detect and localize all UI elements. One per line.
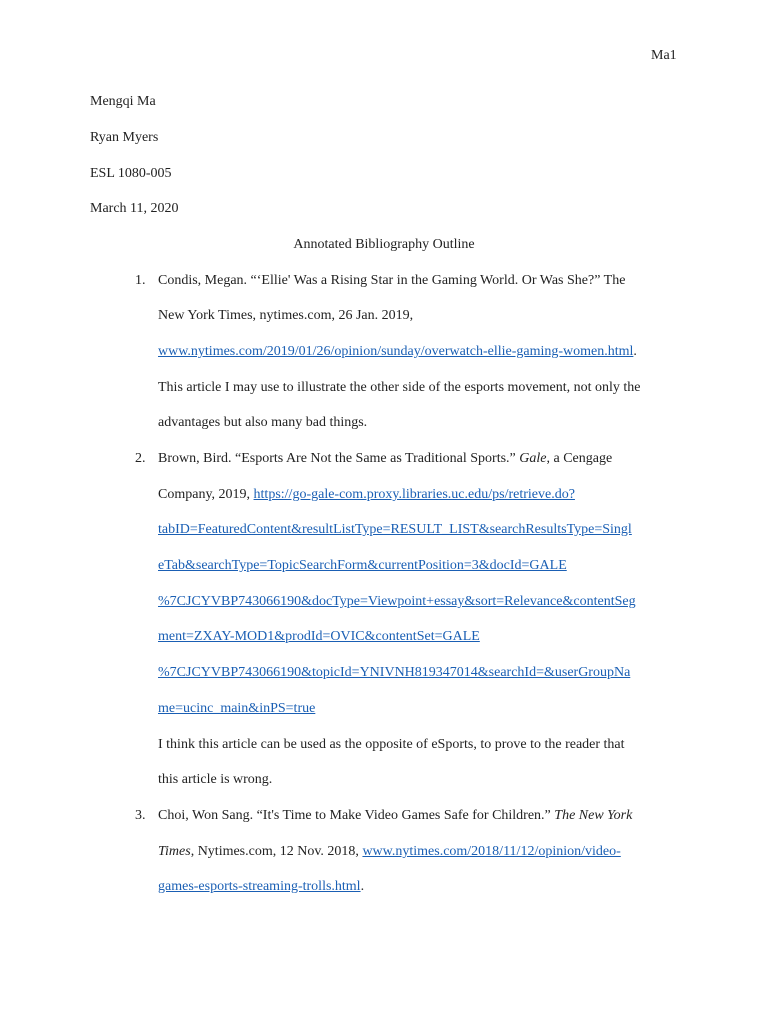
entry-citation [158,842,621,862]
citation-link[interactable]: tabID=FeaturedContent&resultListType=RESULT_LIST&searchResultsType=Singl [158,522,632,537]
entry-annotation: this article is wrong. [158,772,273,787]
url-suffix: . [633,344,637,359]
student-name: Mengqi Ma [90,94,156,109]
entry-url-line [158,877,364,897]
entry-url-line [158,627,480,647]
entry-url-line [158,520,632,540]
citation-text: Company, 2019, [158,487,251,502]
citation-link[interactable]: %7CJCYVBP743066190&docType=Viewpoint+essay&sort=Relevance&contentSeg [158,594,636,609]
citation-publication: The New York [554,808,633,823]
entry-url-line [158,556,567,576]
entry-annotation: This article I may use to illustrate the other side of the esports movement, not only the [158,380,641,395]
citation-link[interactable]: ment=ZXAY-MOD1&prodId=OVIC&contentSet=GALE [158,629,480,644]
entry-url-line [158,663,630,683]
entry-citation: New York Times, nytimes.com, 26 Jan. 2019, [158,308,414,323]
entry-citation [158,485,575,505]
citation-link[interactable]: www.nytimes.com/2018/11/12/opinion/video- [362,844,621,859]
citation-link[interactable]: eTab&searchType=TopicSearchForm&currentPosition=3&docId=GALE [158,558,567,573]
entry-url-line [158,699,315,719]
citation-text: , Nytimes.com, 12 Nov. 2018, [190,844,359,859]
url-suffix: . [360,879,365,894]
document-title: Annotated Bibliography Outline [293,237,475,252]
entry-number: 2. [135,451,146,466]
entry-citation: Condis, Megan. “‘Ellie' Was a Rising Star in the Gaming World. Or Was She?” The [158,273,626,288]
entry-url-line [158,342,637,362]
entry-annotation: advantages but also many bad things. [158,415,368,430]
entry-citation [158,449,612,469]
document-date: March 11, 2020 [90,201,179,216]
citation-link[interactable]: me=ucinc_main&inPS=true [158,701,316,716]
citation-link[interactable]: games-esports-streaming-trolls.html [158,879,361,894]
citation-link[interactable]: https://go-gale-com.proxy.libraries.uc.edu/ps/retrieve.do? [253,487,575,502]
citation-text: Brown, Bird. “Esports Are Not the Same as Traditional Sports.” [158,451,516,466]
citation-link[interactable]: www.nytimes.com/2019/01/26/opinion/sunday/overwatch-ellie-gaming-women.html [158,344,634,359]
course-code: ESL 1080-005 [90,166,172,181]
entry-url-line [158,592,636,612]
citation-publication: Times [158,844,191,859]
citation-publisher: Gale [519,451,547,466]
citation-link[interactable]: %7CJCYVBP743066190&topicId=YNIVNH819347014&searchId=&userGroupNa [158,665,631,680]
citation-text: , a Cengage [546,451,613,466]
citation-text: Choi, Won Sang. “It's Time to Make Video Games Safe for Children.” [158,808,551,823]
running-head: Ma1 [651,48,677,63]
entry-annotation: I think this article can be used as the opposite of eSports, to prove to the reader that [158,737,625,752]
entry-citation [158,806,632,826]
instructor-name: Ryan Myers [90,130,159,145]
entry-number: 3. [135,808,146,823]
entry-number: 1. [135,273,146,288]
